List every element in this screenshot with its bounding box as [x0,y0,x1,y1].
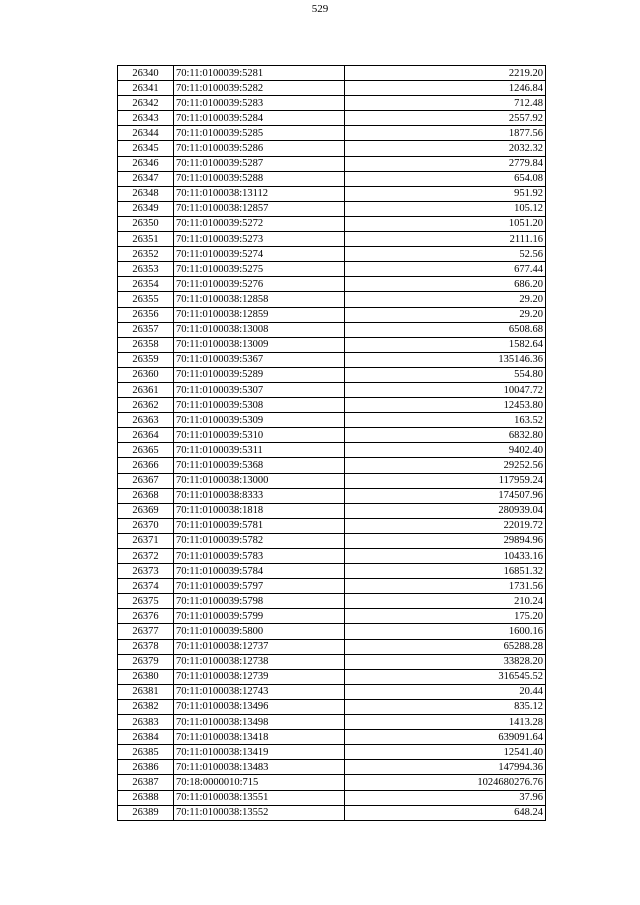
row-number-cell: 26386 [118,760,174,775]
value-cell: 1024680276.76 [345,775,546,790]
value-cell: 163.52 [345,413,546,428]
table-row [118,428,546,443]
cadastral-number-cell: 70:11:0100038:12737 [174,639,345,654]
value-cell: 65288.28 [345,639,546,654]
cadastral-number-cell: 70:11:0100038:12739 [174,669,345,684]
table-row [118,66,546,81]
cadastral-number-cell: 70:11:0100039:5287 [174,156,345,171]
cadastral-number-cell: 70:11:0100038:12738 [174,654,345,669]
cadastral-number-cell: 70:11:0100038:13008 [174,322,345,337]
value-cell: 12541.40 [345,745,546,760]
value-cell: 29.20 [345,292,546,307]
cadastral-number-cell: 70:11:0100038:13419 [174,745,345,760]
table-row [118,367,546,382]
row-number-cell: 26369 [118,503,174,518]
cadastral-number-cell: 70:11:0100038:13418 [174,730,345,745]
value-cell: 12453.80 [345,398,546,413]
row-number-cell: 26372 [118,549,174,564]
value-cell: 117959.24 [345,473,546,488]
table-row [118,171,546,186]
table-row [118,473,546,488]
row-number-cell: 26349 [118,201,174,216]
value-cell: 174507.96 [345,488,546,503]
table-row [118,684,546,699]
row-number-cell: 26351 [118,232,174,247]
value-cell: 10047.72 [345,382,546,397]
cadastral-number-cell: 70:11:0100039:5274 [174,247,345,262]
row-number-cell: 26374 [118,579,174,594]
cadastral-number-cell: 70:11:0100039:5286 [174,141,345,156]
table-row [118,699,546,714]
table-row [118,503,546,518]
cadastral-number-cell: 70:11:0100039:5283 [174,96,345,111]
value-cell: 835.12 [345,699,546,714]
value-cell: 135146.36 [345,352,546,367]
row-number-cell: 26388 [118,790,174,805]
table-row [118,277,546,292]
table-row [118,156,546,171]
value-cell: 2032.32 [345,141,546,156]
cadastral-number-cell: 70:11:0100039:5797 [174,579,345,594]
row-number-cell: 26367 [118,473,174,488]
cadastral-number-cell: 70:11:0100038:13009 [174,337,345,352]
table-row [118,564,546,579]
row-number-cell: 26364 [118,428,174,443]
value-cell: 1600.16 [345,624,546,639]
table-row [118,216,546,231]
value-cell: 105.12 [345,201,546,216]
table-body [118,66,546,821]
table-row [118,745,546,760]
row-number-cell: 26387 [118,775,174,790]
value-cell: 686.20 [345,277,546,292]
value-cell: 175.20 [345,609,546,624]
row-number-cell: 26380 [118,669,174,684]
row-number-cell: 26366 [118,458,174,473]
table-row [118,594,546,609]
value-cell: 1582.64 [345,337,546,352]
row-number-cell: 26355 [118,292,174,307]
cadastral-number-cell: 70:11:0100038:13551 [174,790,345,805]
table-row [118,111,546,126]
value-cell: 1731.56 [345,579,546,594]
cadastral-number-cell: 70:11:0100038:13000 [174,473,345,488]
table-row [118,398,546,413]
table-row [118,96,546,111]
value-cell: 6832.80 [345,428,546,443]
value-cell: 1246.84 [345,81,546,96]
table-row [118,730,546,745]
value-cell: 2111.16 [345,232,546,247]
table-row [118,639,546,654]
table-row [118,307,546,322]
value-cell: 9402.40 [345,443,546,458]
row-number-cell: 26379 [118,654,174,669]
value-cell: 29.20 [345,307,546,322]
cadastral-number-cell: 70:11:0100039:5368 [174,458,345,473]
value-cell: 210.24 [345,594,546,609]
row-number-cell: 26341 [118,81,174,96]
row-number-cell: 26344 [118,126,174,141]
cadastral-number-cell: 70:11:0100039:5784 [174,564,345,579]
cadastral-number-cell: 70:11:0100038:8333 [174,488,345,503]
cadastral-table [117,65,546,821]
value-cell: 6508.68 [345,322,546,337]
row-number-cell: 26368 [118,488,174,503]
table-row [118,382,546,397]
table-row [118,609,546,624]
row-number-cell: 26371 [118,533,174,548]
cadastral-number-cell: 70:11:0100039:5288 [174,171,345,186]
row-number-cell: 26343 [118,111,174,126]
cadastral-number-cell: 70:11:0100039:5275 [174,262,345,277]
value-cell: 22019.72 [345,518,546,533]
row-number-cell: 26382 [118,699,174,714]
cadastral-number-cell: 70:18:0000010:715 [174,775,345,790]
cadastral-number-cell: 70:11:0100039:5276 [174,277,345,292]
row-number-cell: 26373 [118,564,174,579]
cadastral-number-cell: 70:11:0100039:5367 [174,352,345,367]
table-row [118,186,546,201]
row-number-cell: 26340 [118,66,174,81]
cadastral-number-cell: 70:11:0100039:5310 [174,428,345,443]
row-number-cell: 26352 [118,247,174,262]
row-number-cell: 26362 [118,398,174,413]
value-cell: 29894.96 [345,533,546,548]
row-number-cell: 26357 [118,322,174,337]
row-number-cell: 26359 [118,352,174,367]
cadastral-number-cell: 70:11:0100039:5282 [174,81,345,96]
cadastral-number-cell: 70:11:0100039:5781 [174,518,345,533]
cadastral-number-cell: 70:11:0100039:5281 [174,66,345,81]
row-number-cell: 26385 [118,745,174,760]
value-cell: 29252.56 [345,458,546,473]
row-number-cell: 26342 [118,96,174,111]
table-row [118,760,546,775]
value-cell: 648.24 [345,805,546,820]
value-cell: 2779.84 [345,156,546,171]
cadastral-number-cell: 70:11:0100039:5308 [174,398,345,413]
value-cell: 1413.28 [345,715,546,730]
cadastral-number-cell: 70:11:0100039:5285 [174,126,345,141]
row-number-cell: 26347 [118,171,174,186]
table-row [118,549,546,564]
table-row [118,624,546,639]
table-row [118,232,546,247]
table-row [118,337,546,352]
row-number-cell: 26375 [118,594,174,609]
value-cell: 16851.32 [345,564,546,579]
value-cell: 52.56 [345,247,546,262]
row-number-cell: 26361 [118,382,174,397]
row-number-cell: 26370 [118,518,174,533]
row-number-cell: 26350 [118,216,174,231]
value-cell: 2557.92 [345,111,546,126]
table-row [118,805,546,820]
value-cell: 20.44 [345,684,546,699]
cadastral-number-cell: 70:11:0100039:5311 [174,443,345,458]
cadastral-number-cell: 70:11:0100038:13483 [174,760,345,775]
row-number-cell: 26363 [118,413,174,428]
cadastral-number-cell: 70:11:0100039:5272 [174,216,345,231]
table-row [118,458,546,473]
table-row [118,669,546,684]
table-row [118,654,546,669]
cadastral-number-cell: 70:11:0100038:12743 [174,684,345,699]
table-row [118,247,546,262]
value-cell: 316545.52 [345,669,546,684]
table-row [118,126,546,141]
row-number-cell: 26346 [118,156,174,171]
table-row [118,81,546,96]
cadastral-number-cell: 70:11:0100039:5284 [174,111,345,126]
cadastral-number-cell: 70:11:0100038:12859 [174,307,345,322]
value-cell: 654.08 [345,171,546,186]
value-cell: 33828.20 [345,654,546,669]
value-cell: 677.44 [345,262,546,277]
row-number-cell: 26360 [118,367,174,382]
table-row [118,322,546,337]
row-number-cell: 26345 [118,141,174,156]
row-number-cell: 26381 [118,684,174,699]
table-row [118,488,546,503]
row-number-cell: 26365 [118,443,174,458]
row-number-cell: 26383 [118,715,174,730]
cadastral-number-cell: 70:11:0100038:1818 [174,503,345,518]
cadastral-number-cell: 70:11:0100039:5309 [174,413,345,428]
table-row [118,715,546,730]
cadastral-number-cell: 70:11:0100039:5800 [174,624,345,639]
cadastral-number-cell: 70:11:0100038:13552 [174,805,345,820]
value-cell: 639091.64 [345,730,546,745]
table-row [118,141,546,156]
row-number-cell: 26348 [118,186,174,201]
table-row [118,579,546,594]
row-number-cell: 26376 [118,609,174,624]
row-number-cell: 26389 [118,805,174,820]
table-row [118,201,546,216]
table-row [118,262,546,277]
value-cell: 1051.20 [345,216,546,231]
row-number-cell: 26378 [118,639,174,654]
table-row [118,352,546,367]
cadastral-number-cell: 70:11:0100039:5782 [174,533,345,548]
row-number-cell: 26354 [118,277,174,292]
cadastral-number-cell: 70:11:0100039:5273 [174,232,345,247]
table-row [118,790,546,805]
cadastral-number-cell: 70:11:0100039:5307 [174,382,345,397]
row-number-cell: 26377 [118,624,174,639]
cadastral-number-cell: 70:11:0100039:5289 [174,367,345,382]
table-row [118,292,546,307]
table-row [118,518,546,533]
page-number: 529 [311,3,329,15]
row-number-cell: 26353 [118,262,174,277]
cadastral-number-cell: 70:11:0100038:13496 [174,699,345,714]
value-cell: 712.48 [345,96,546,111]
cadastral-number-cell: 70:11:0100039:5783 [174,549,345,564]
table-row [118,443,546,458]
cadastral-number-cell: 70:11:0100038:13112 [174,186,345,201]
cadastral-number-cell: 70:11:0100038:12858 [174,292,345,307]
cadastral-number-cell: 70:11:0100039:5798 [174,594,345,609]
cadastral-number-cell: 70:11:0100038:12857 [174,201,345,216]
cadastral-number-cell: 70:11:0100039:5799 [174,609,345,624]
cadastral-number-cell: 70:11:0100038:13498 [174,715,345,730]
row-number-cell: 26358 [118,337,174,352]
value-cell: 37.96 [345,790,546,805]
table-row [118,533,546,548]
value-cell: 2219.20 [345,66,546,81]
table-row [118,775,546,790]
value-cell: 147994.36 [345,760,546,775]
table-row [118,413,546,428]
value-cell: 10433.16 [345,549,546,564]
row-number-cell: 26356 [118,307,174,322]
value-cell: 280939.04 [345,503,546,518]
row-number-cell: 26384 [118,730,174,745]
value-cell: 1877.56 [345,126,546,141]
value-cell: 951.92 [345,186,546,201]
value-cell: 554.80 [345,367,546,382]
